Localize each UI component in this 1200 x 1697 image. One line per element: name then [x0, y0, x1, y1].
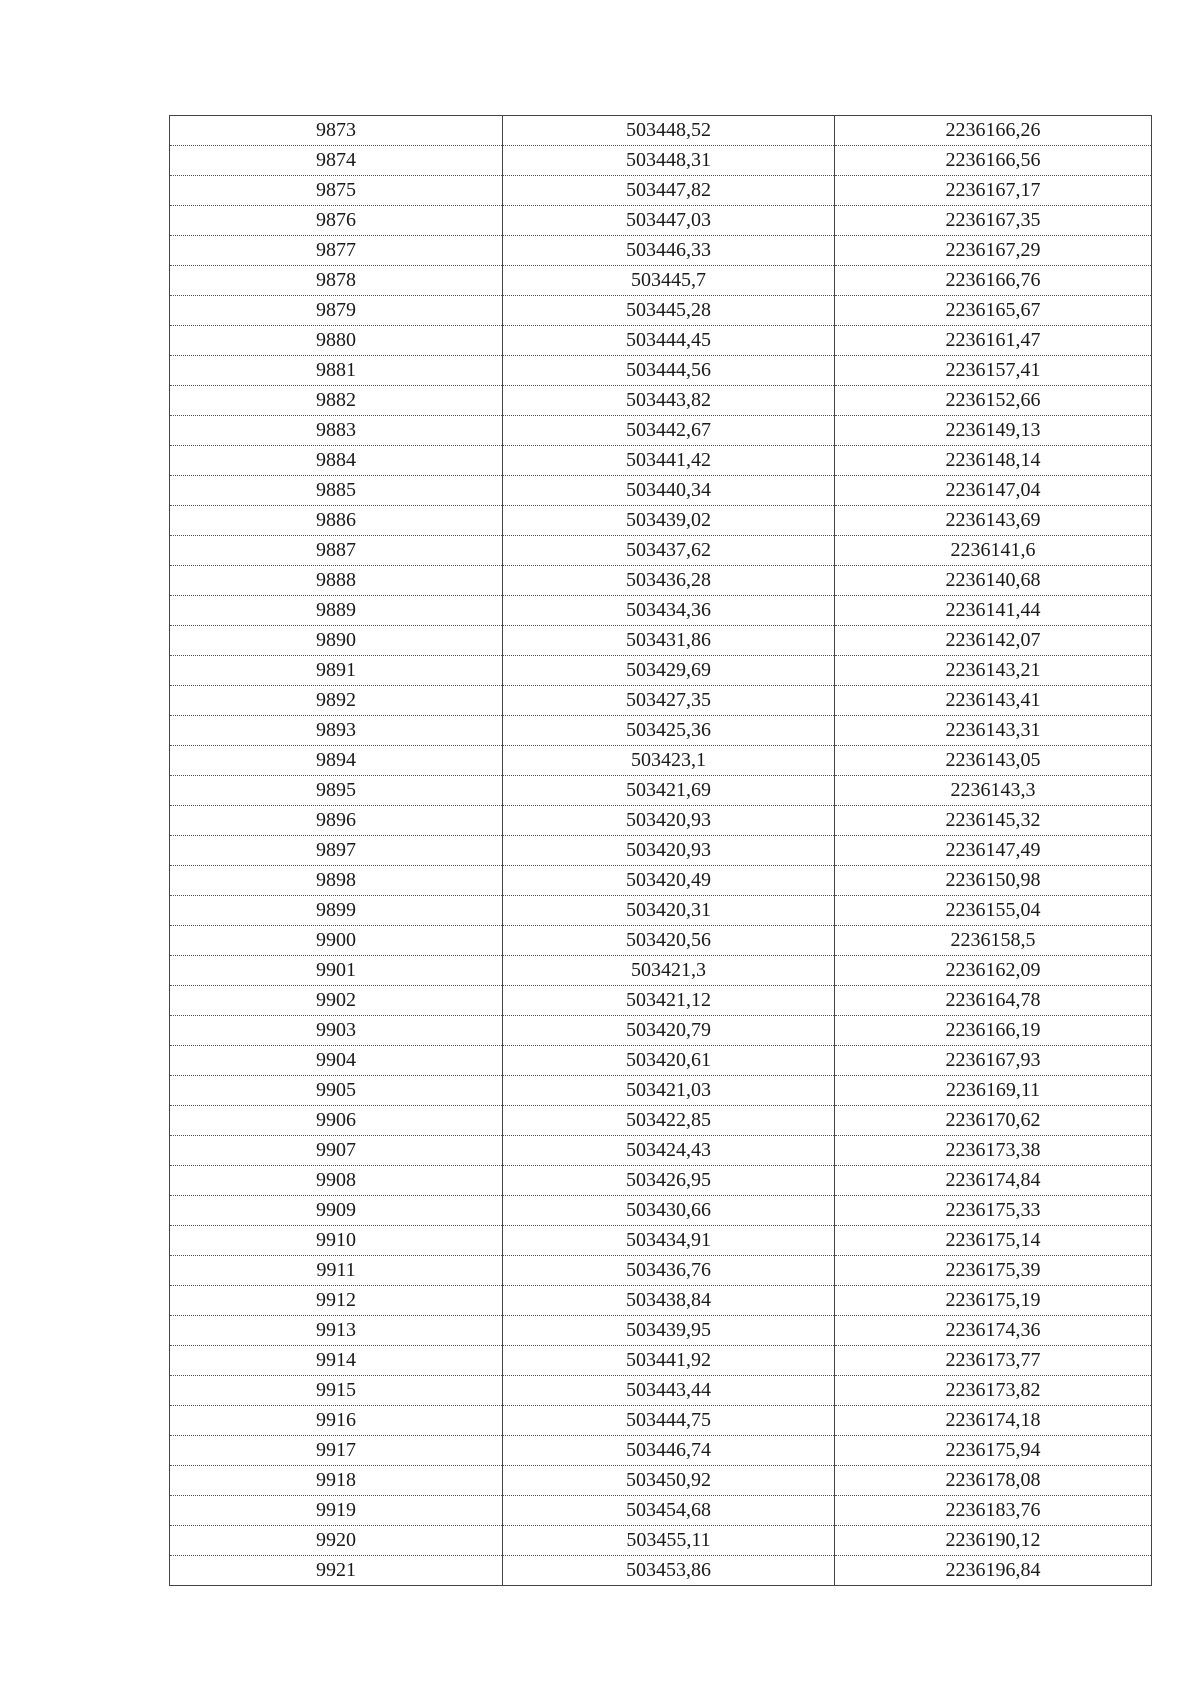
y-coordinate-cell: 2236166,19	[835, 1016, 1152, 1046]
table-row	[170, 1166, 1152, 1196]
table-row	[170, 536, 1152, 566]
table-row	[170, 686, 1152, 716]
x-coordinate-cell: 503436,28	[503, 566, 835, 596]
x-coordinate-cell: 503420,56	[503, 926, 835, 956]
table-row	[170, 1256, 1152, 1286]
x-coordinate-cell: 503420,31	[503, 896, 835, 926]
x-coordinate-cell: 503439,02	[503, 506, 835, 536]
y-coordinate-cell: 2236142,07	[835, 626, 1152, 656]
x-coordinate-cell: 503420,79	[503, 1016, 835, 1046]
y-coordinate-cell: 2236175,14	[835, 1226, 1152, 1256]
y-coordinate-cell: 2236148,14	[835, 446, 1152, 476]
table-row	[170, 746, 1152, 776]
point-number-cell: 9879	[170, 296, 503, 326]
x-coordinate-cell: 503431,86	[503, 626, 835, 656]
table-row	[170, 1106, 1152, 1136]
table-row	[170, 446, 1152, 476]
table-row	[170, 326, 1152, 356]
table-row	[170, 1526, 1152, 1556]
point-number-cell: 9875	[170, 176, 503, 206]
point-number-cell: 9901	[170, 956, 503, 986]
y-coordinate-cell: 2236143,69	[835, 506, 1152, 536]
point-number-cell: 9914	[170, 1346, 503, 1376]
x-coordinate-cell: 503436,76	[503, 1256, 835, 1286]
point-number-cell: 9907	[170, 1136, 503, 1166]
table-row	[170, 1406, 1152, 1436]
y-coordinate-cell: 2236174,18	[835, 1406, 1152, 1436]
point-number-cell: 9884	[170, 446, 503, 476]
point-number-cell: 9885	[170, 476, 503, 506]
point-number-cell: 9890	[170, 626, 503, 656]
coordinates-table-body	[170, 116, 1152, 1586]
table-row	[170, 1196, 1152, 1226]
point-number-cell: 9920	[170, 1526, 503, 1556]
y-coordinate-cell: 2236143,05	[835, 746, 1152, 776]
x-coordinate-cell: 503424,43	[503, 1136, 835, 1166]
point-number-cell: 9888	[170, 566, 503, 596]
table-row	[170, 1286, 1152, 1316]
point-number-cell: 9900	[170, 926, 503, 956]
y-coordinate-cell: 2236165,67	[835, 296, 1152, 326]
x-coordinate-cell: 503443,82	[503, 386, 835, 416]
x-coordinate-cell: 503421,3	[503, 956, 835, 986]
x-coordinate-cell: 503420,61	[503, 1046, 835, 1076]
x-coordinate-cell: 503422,85	[503, 1106, 835, 1136]
x-coordinate-cell: 503430,66	[503, 1196, 835, 1226]
x-coordinate-cell: 503439,95	[503, 1316, 835, 1346]
x-coordinate-cell: 503450,92	[503, 1466, 835, 1496]
x-coordinate-cell: 503446,33	[503, 236, 835, 266]
table-row	[170, 416, 1152, 446]
table-row	[170, 1226, 1152, 1256]
point-number-cell: 9909	[170, 1196, 503, 1226]
x-coordinate-cell: 503444,75	[503, 1406, 835, 1436]
y-coordinate-cell: 2236175,39	[835, 1256, 1152, 1286]
y-coordinate-cell: 2236157,41	[835, 356, 1152, 386]
table-row	[170, 146, 1152, 176]
table-row	[170, 986, 1152, 1016]
y-coordinate-cell: 2236167,93	[835, 1046, 1152, 1076]
y-coordinate-cell: 2236158,5	[835, 926, 1152, 956]
x-coordinate-cell: 503455,11	[503, 1526, 835, 1556]
point-number-cell: 9876	[170, 206, 503, 236]
table-row	[170, 476, 1152, 506]
y-coordinate-cell: 2236140,68	[835, 566, 1152, 596]
point-number-cell: 9881	[170, 356, 503, 386]
table-row	[170, 596, 1152, 626]
x-coordinate-cell: 503423,1	[503, 746, 835, 776]
point-number-cell: 9908	[170, 1166, 503, 1196]
point-number-cell: 9905	[170, 1076, 503, 1106]
table-row	[170, 656, 1152, 686]
x-coordinate-cell: 503441,42	[503, 446, 835, 476]
table-row	[170, 1376, 1152, 1406]
y-coordinate-cell: 2236143,3	[835, 776, 1152, 806]
x-coordinate-cell: 503443,44	[503, 1376, 835, 1406]
x-coordinate-cell: 503420,49	[503, 866, 835, 896]
x-coordinate-cell: 503420,93	[503, 836, 835, 866]
point-number-cell: 9882	[170, 386, 503, 416]
x-coordinate-cell: 503421,69	[503, 776, 835, 806]
table-row	[170, 806, 1152, 836]
x-coordinate-cell: 503421,12	[503, 986, 835, 1016]
x-coordinate-cell: 503440,34	[503, 476, 835, 506]
point-number-cell: 9916	[170, 1406, 503, 1436]
point-number-cell: 9895	[170, 776, 503, 806]
x-coordinate-cell: 503441,92	[503, 1346, 835, 1376]
table-row	[170, 1316, 1152, 1346]
x-coordinate-cell: 503445,28	[503, 296, 835, 326]
table-row	[170, 1136, 1152, 1166]
table-row	[170, 176, 1152, 206]
table-row	[170, 566, 1152, 596]
table-row	[170, 836, 1152, 866]
y-coordinate-cell: 2236141,44	[835, 596, 1152, 626]
y-coordinate-cell: 2236167,17	[835, 176, 1152, 206]
y-coordinate-cell: 2236147,49	[835, 836, 1152, 866]
x-coordinate-cell: 503420,93	[503, 806, 835, 836]
y-coordinate-cell: 2236143,21	[835, 656, 1152, 686]
point-number-cell: 9897	[170, 836, 503, 866]
table-row	[170, 866, 1152, 896]
table-row	[170, 296, 1152, 326]
y-coordinate-cell: 2236167,35	[835, 206, 1152, 236]
y-coordinate-cell: 2236178,08	[835, 1466, 1152, 1496]
point-number-cell: 9899	[170, 896, 503, 926]
point-number-cell: 9891	[170, 656, 503, 686]
table-row	[170, 206, 1152, 236]
x-coordinate-cell: 503427,35	[503, 686, 835, 716]
y-coordinate-cell: 2236175,19	[835, 1286, 1152, 1316]
point-number-cell: 9915	[170, 1376, 503, 1406]
y-coordinate-cell: 2236147,04	[835, 476, 1152, 506]
point-number-cell: 9894	[170, 746, 503, 776]
x-coordinate-cell: 503442,67	[503, 416, 835, 446]
point-number-cell: 9918	[170, 1466, 503, 1496]
table-row	[170, 356, 1152, 386]
table-row	[170, 1016, 1152, 1046]
x-coordinate-cell: 503438,84	[503, 1286, 835, 1316]
table-row	[170, 626, 1152, 656]
table-row	[170, 956, 1152, 986]
point-number-cell: 9906	[170, 1106, 503, 1136]
table-row	[170, 266, 1152, 296]
point-number-cell: 9889	[170, 596, 503, 626]
point-number-cell: 9898	[170, 866, 503, 896]
y-coordinate-cell: 2236155,04	[835, 896, 1152, 926]
x-coordinate-cell: 503446,74	[503, 1436, 835, 1466]
x-coordinate-cell: 503426,95	[503, 1166, 835, 1196]
table-row	[170, 506, 1152, 536]
table-row	[170, 1436, 1152, 1466]
point-number-cell: 9921	[170, 1556, 503, 1586]
y-coordinate-cell: 2236166,56	[835, 146, 1152, 176]
y-coordinate-cell: 2236173,82	[835, 1376, 1152, 1406]
y-coordinate-cell: 2236166,26	[835, 116, 1152, 146]
table-row	[170, 1496, 1152, 1526]
table-row	[170, 776, 1152, 806]
y-coordinate-cell: 2236164,78	[835, 986, 1152, 1016]
x-coordinate-cell: 503448,31	[503, 146, 835, 176]
y-coordinate-cell: 2236175,33	[835, 1196, 1152, 1226]
y-coordinate-cell: 2236169,11	[835, 1076, 1152, 1106]
y-coordinate-cell: 2236196,84	[835, 1556, 1152, 1586]
y-coordinate-cell: 2236173,77	[835, 1346, 1152, 1376]
point-number-cell: 9874	[170, 146, 503, 176]
y-coordinate-cell: 2236143,41	[835, 686, 1152, 716]
point-number-cell: 9911	[170, 1256, 503, 1286]
point-number-cell: 9877	[170, 236, 503, 266]
point-number-cell: 9883	[170, 416, 503, 446]
x-coordinate-cell: 503444,45	[503, 326, 835, 356]
table-row	[170, 896, 1152, 926]
point-number-cell: 9912	[170, 1286, 503, 1316]
point-number-cell: 9892	[170, 686, 503, 716]
y-coordinate-cell: 2236190,12	[835, 1526, 1152, 1556]
y-coordinate-cell: 2236149,13	[835, 416, 1152, 446]
point-number-cell: 9887	[170, 536, 503, 566]
x-coordinate-cell: 503444,56	[503, 356, 835, 386]
table-row	[170, 1466, 1152, 1496]
point-number-cell: 9903	[170, 1016, 503, 1046]
x-coordinate-cell: 503445,7	[503, 266, 835, 296]
point-number-cell: 9919	[170, 1496, 503, 1526]
table-row	[170, 1346, 1152, 1376]
point-number-cell: 9917	[170, 1436, 503, 1466]
point-number-cell: 9886	[170, 506, 503, 536]
y-coordinate-cell: 2236173,38	[835, 1136, 1152, 1166]
table-row	[170, 236, 1152, 266]
y-coordinate-cell: 2236162,09	[835, 956, 1152, 986]
point-number-cell: 9910	[170, 1226, 503, 1256]
x-coordinate-cell: 503454,68	[503, 1496, 835, 1526]
y-coordinate-cell: 2236150,98	[835, 866, 1152, 896]
y-coordinate-cell: 2236152,66	[835, 386, 1152, 416]
coordinates-table	[169, 115, 1152, 1586]
table-row	[170, 926, 1152, 956]
y-coordinate-cell: 2236174,84	[835, 1166, 1152, 1196]
x-coordinate-cell: 503421,03	[503, 1076, 835, 1106]
x-coordinate-cell: 503453,86	[503, 1556, 835, 1586]
x-coordinate-cell: 503447,03	[503, 206, 835, 236]
point-number-cell: 9904	[170, 1046, 503, 1076]
point-number-cell: 9913	[170, 1316, 503, 1346]
y-coordinate-cell: 2236143,31	[835, 716, 1152, 746]
y-coordinate-cell: 2236167,29	[835, 236, 1152, 266]
x-coordinate-cell: 503447,82	[503, 176, 835, 206]
x-coordinate-cell: 503425,36	[503, 716, 835, 746]
y-coordinate-cell: 2236166,76	[835, 266, 1152, 296]
point-number-cell: 9873	[170, 116, 503, 146]
table-row	[170, 386, 1152, 416]
point-number-cell: 9893	[170, 716, 503, 746]
x-coordinate-cell: 503434,36	[503, 596, 835, 626]
x-coordinate-cell: 503448,52	[503, 116, 835, 146]
table-row	[170, 716, 1152, 746]
table-row	[170, 1046, 1152, 1076]
y-coordinate-cell: 2236170,62	[835, 1106, 1152, 1136]
y-coordinate-cell: 2236141,6	[835, 536, 1152, 566]
y-coordinate-cell: 2236183,76	[835, 1496, 1152, 1526]
table-row	[170, 1556, 1152, 1586]
y-coordinate-cell: 2236175,94	[835, 1436, 1152, 1466]
table-row	[170, 1076, 1152, 1106]
table-row	[170, 116, 1152, 146]
point-number-cell: 9896	[170, 806, 503, 836]
x-coordinate-cell: 503434,91	[503, 1226, 835, 1256]
y-coordinate-cell: 2236161,47	[835, 326, 1152, 356]
x-coordinate-cell: 503437,62	[503, 536, 835, 566]
y-coordinate-cell: 2236145,32	[835, 806, 1152, 836]
y-coordinate-cell: 2236174,36	[835, 1316, 1152, 1346]
point-number-cell: 9880	[170, 326, 503, 356]
point-number-cell: 9902	[170, 986, 503, 1016]
x-coordinate-cell: 503429,69	[503, 656, 835, 686]
point-number-cell: 9878	[170, 266, 503, 296]
